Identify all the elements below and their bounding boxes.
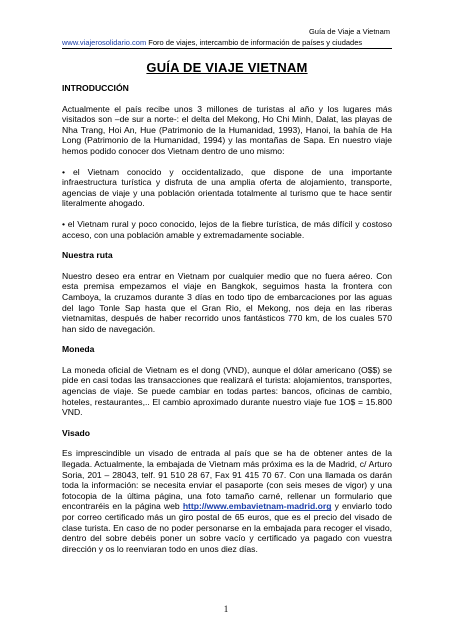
document-body (62, 83, 392, 564)
page-number: 1 (223, 604, 229, 614)
currency-heading: Moneda (62, 344, 95, 355)
header-rule (62, 48, 392, 49)
intro-paragraph: Actualmente el país recibe unos 3 millones de turistas al año y los lugares más visitados son –de sur a norte-: el delta del Mekong, Ho Chi Minh, Dalat, las playas de Nha Trang, Hoi An, Hue (Patrimonio de la Humanidad, 1993), Hanoi, la bahía de Ha Long (Patrimonio de la Humanidad, 1994) y las montañas de Sapa. En nuestro viaje hemos podido conocer dos Vietnam dentro de uno mismo: (62, 103, 392, 156)
visa-heading: Visado (62, 427, 91, 438)
visa-text-after: y enviarlo todo por correo certificado más un giro postal de 65 euros, que es el precio del visado de clase turista. En caso de no poder personarse en la embajada para recoger el visado, dentro del sobre debéis poner un sobre vacío y certificado ya pagado con vuestra dirección y os lo reenviaran todo en unos diez días. (62, 501, 392, 554)
running-header-title: Guía de Viaje a Vietnam (308, 27, 390, 36)
intro-bullet-1: • el Vietnam conocido y occidentalizado, que dispone de una importante infraestructura turística y disfruta de una amplia oferta de alojamiento, transporte, agencias de viaje y una población orientada totalmente al turismo que te hace sentir literalmente ahogado. (62, 166, 392, 209)
embassy-link[interactable]: http://www.embavietnam-madrid.org (182, 501, 332, 512)
route-paragraph: Nuestro deseo era entrar en Vietnam por cualquier medio que no fuera aéreo. Con esta premisa empezamos el viaje en Bangkok, seguimos hasta la frontera con Camboya, la cruzamos durante 3 días en todo tipo de embarcaciones por las aguas del lago Tonle Sap hasta que el Gran Rio, el Mekong, nos deja en las riberas vietnamitas, después de haber recorrido unos fantásticos 770 km, de los cuales 570 han sido de navegación. (62, 270, 392, 334)
intro-heading: INTRODUCCIÓN (62, 83, 129, 93)
site-link[interactable]: www.viajerosolidario.com (62, 38, 147, 47)
currency-paragraph: La moneda oficial de Vietnam es el dong (VND), aunque el dólar americano (O$$) se pide en casi todas las transacciones que realizará el turista: alojamientos, transportes, agencias de viaje. Se puede cambiar en todas partes: bancos, oficinas de cambio, hoteles, restaurantes,.. El cambio aproximado durante nuestro viaje fue 1O$ = 15.800 VND. (62, 364, 392, 418)
route-heading: Nuestra ruta (62, 250, 113, 261)
intro-bullet-2: • el Vietnam rural y poco conocido, lejos de la fiebre turística, de más difícil y costoso acceso, con una población amable y extremadamente sociable. (62, 218, 392, 240)
page-title: GUÍA DE VIAJE VIETNAM (146, 60, 308, 75)
visa-paragraph (62, 448, 392, 554)
visa-text-before: Es imprescindible un visado de entrada al país que se ha de obtener antes de la llegada. Actualmente, la embajada de Vietnam más próxima es la de Madrid, c/ Arturo Soria, 201 – 28043, telf. 91 510 28 67, Fax 91 415 70 67. Con una llamada os darán toda la información: se necesita enviar el pasaporte (con seis meses de vigor) y una fotocopia de la última página, una foto tamaño carné, rellenar un formulario que encontraréis en la página web (62, 448, 392, 512)
site-line (62, 38, 392, 47)
site-description: Foro de viajes, intercambio de información de países y ciudades (146, 38, 363, 47)
